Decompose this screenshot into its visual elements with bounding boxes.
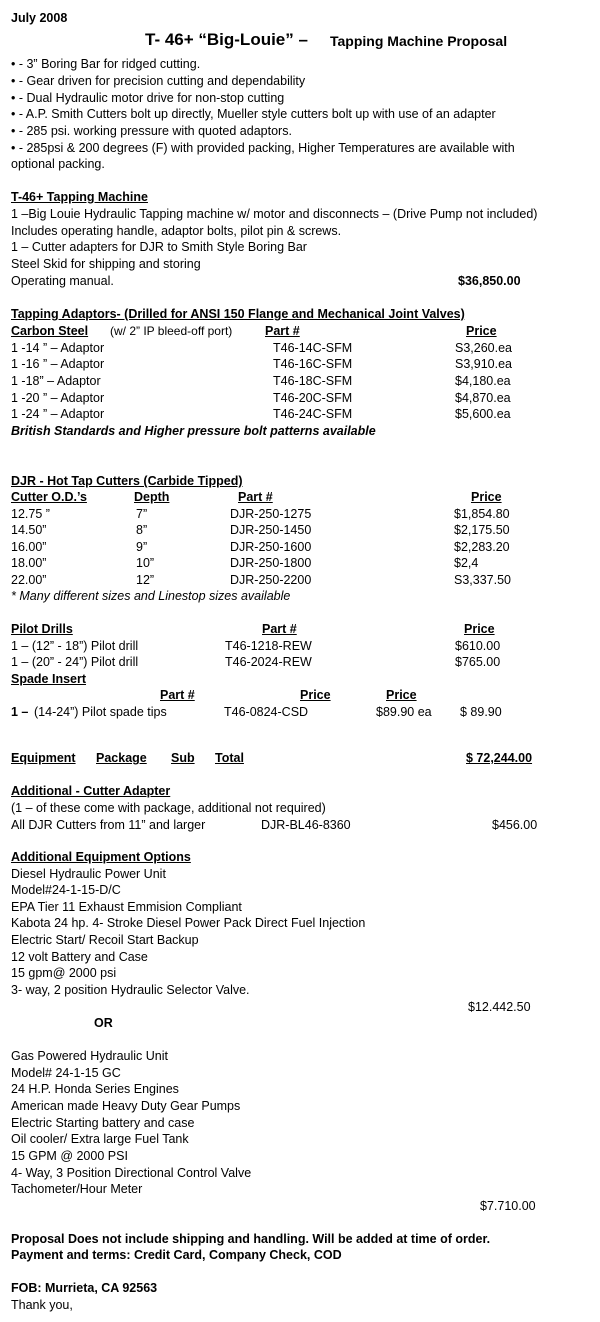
bullet-item: • - 285psi & 200 degrees (F) with provided packing, Higher Temperatures are available with <box>11 141 515 155</box>
cutter-part: DJR-250-1275 <box>230 507 312 521</box>
pilot-part: T46-1218-REW <box>225 639 312 653</box>
adapter-note: (1 – of these come with package, additional not required) <box>11 801 326 815</box>
cutter-depth: 12” <box>136 573 155 587</box>
adaptor-desc: 1 -20 ” – Adaptor <box>11 391 105 405</box>
adaptors-col-note: (w/ 2” IP bleed-off port) <box>110 324 233 338</box>
subtotal-label: Equipment <box>11 751 76 765</box>
adaptor-price: S3,260.ea <box>455 341 512 355</box>
gas-price: $7.710.00 <box>480 1199 536 1213</box>
adaptor-price: $5,600.ea <box>455 407 511 421</box>
diesel-line: 3- way, 2 position Hydraulic Selector Valve. <box>11 983 250 997</box>
gas-line: Electric Starting battery and case <box>11 1116 195 1130</box>
spade-heading: Spade Insert <box>11 672 87 686</box>
adaptors-heading: Tapping Adaptors- (Drilled for ANSI 150 Flange and Mechanical Joint Valves) <box>11 307 465 321</box>
cutters-heading: DJR - Hot Tap Cutters (Carbide Tipped) <box>11 474 243 488</box>
adaptor-desc: 1 -16 ” – Adaptor <box>11 357 105 371</box>
diesel-line: 12 volt Battery and Case <box>11 950 148 964</box>
diesel-price: $12.442.50 <box>468 1000 531 1014</box>
cutter-od: 18.00” <box>11 556 47 570</box>
gas-line: Model# 24-1-15 GC <box>11 1066 121 1080</box>
spade-price: $89.90 ea <box>376 705 432 719</box>
cutters-note: * Many different sizes and Linestop sizes available <box>11 589 291 603</box>
cutter-price: S3,337.50 <box>454 573 511 587</box>
cutter-part: DJR-250-1800 <box>230 556 312 570</box>
adaptor-desc: 1 -24 ” – Adaptor <box>11 407 105 421</box>
cutter-od: 16.00” <box>11 540 47 554</box>
cutters-col-part: Part # <box>238 490 273 504</box>
pilot-part: T46-2024-REW <box>225 655 312 669</box>
diesel-line: Diesel Hydraulic Power Unit <box>11 867 166 881</box>
cutter-part: DJR-250-2200 <box>230 573 312 587</box>
spade-col-part: Part # <box>160 688 195 702</box>
pilot-price: $765.00 <box>455 655 501 669</box>
footer-payment: Payment and terms: Credit Card, Company Check, COD <box>11 1248 342 1262</box>
adaptor-part: T46-24C-SFM <box>273 407 353 421</box>
page-title: T- 46+ “Big-Louie” – <box>145 30 308 49</box>
subtotal-label: Sub <box>171 751 195 765</box>
gas-line: American made Heavy Duty Gear Pumps <box>11 1099 241 1113</box>
footer-shipping: Proposal Does not include shipping and handling. Will be added at time of order. <box>11 1232 491 1246</box>
adaptor-price: S3,910.ea <box>455 357 512 371</box>
machine-line: Steel Skid for shipping and storing <box>11 257 201 271</box>
footer-thanks: Thank you, <box>11 1298 73 1312</box>
adapter-desc: All DJR Cutters from 11” and larger <box>11 818 206 832</box>
gas-line: Gas Powered Hydraulic Unit <box>11 1049 169 1063</box>
spade-desc: (14-24”) Pilot spade tips <box>34 705 167 719</box>
gas-line: 15 GPM @ 2000 PSI <box>11 1149 128 1163</box>
adaptor-part: T46-14C-SFM <box>273 341 353 355</box>
spade-col-price: Price <box>386 688 417 702</box>
cutter-part: DJR-250-1600 <box>230 540 312 554</box>
adaptor-part: T46-18C-SFM <box>273 374 353 388</box>
pilot-col-part: Part # <box>262 622 297 636</box>
adaptors-col-part: Part # <box>265 324 300 338</box>
cutter-od: 14.50” <box>11 523 47 537</box>
bullet-item: • - Gear driven for precision cutting and dependability <box>11 74 306 88</box>
machine-heading: T-46+ Tapping Machine <box>11 190 148 204</box>
adaptors-col-price: Price <box>466 324 497 338</box>
adapter-price: $456.00 <box>492 818 538 832</box>
pilot-heading: Pilot Drills <box>11 622 73 636</box>
adaptor-price: $4,870.ea <box>455 391 511 405</box>
cutter-od: 22.00” <box>11 573 47 587</box>
gas-line: 4- Way, 3 Position Directional Control Valve <box>11 1166 252 1180</box>
adaptor-desc: 1 -18” – Adaptor <box>11 374 101 388</box>
cutter-od: 12.75 ” <box>11 507 50 521</box>
cutter-depth: 7” <box>136 507 148 521</box>
machine-line: Includes operating handle, adaptor bolts, pilot pin & screws. <box>11 224 342 238</box>
spade-qty: 1 – <box>11 705 29 719</box>
adaptor-desc: 1 -14 ” – Adaptor <box>11 341 105 355</box>
machine-line: Operating manual. <box>11 274 114 288</box>
cutter-price: $2,175.50 <box>454 523 510 537</box>
adapter-heading: Additional - Cutter Adapter <box>11 784 171 798</box>
cutters-col-depth: Depth <box>134 490 170 504</box>
pilot-price: $610.00 <box>455 639 501 653</box>
diesel-line: Kabota 24 hp. 4- Stroke Diesel Power Pack Direct Fuel Injection <box>11 916 366 930</box>
gas-line: Tachometer/Hour Meter <box>11 1182 143 1196</box>
cutter-price: $2,4 <box>454 556 479 570</box>
adaptor-part: T46-20C-SFM <box>273 391 353 405</box>
bullet-item: • - 3” Boring Bar for ridged cutting. <box>11 57 201 71</box>
adaptor-price: $4,180.ea <box>455 374 511 388</box>
options-heading: Additional Equipment Options <box>11 850 191 864</box>
adaptor-part: T46-16C-SFM <box>273 357 353 371</box>
machine-price: $36,850.00 <box>458 274 521 288</box>
spade-col-price: Price <box>300 688 331 702</box>
cutter-depth: 8” <box>136 523 148 537</box>
adaptors-col-material: Carbon Steel <box>11 324 89 338</box>
pilot-col-price: Price <box>464 622 495 636</box>
bullet-item: optional packing. <box>11 157 105 171</box>
subtotal-value: $ 72,244.00 <box>466 751 533 765</box>
machine-line: 1 – Cutter adapters for DJR to Smith Style Boring Bar <box>11 240 307 254</box>
subtotal-label: Package <box>96 751 147 765</box>
bullet-item: • - 285 psi. working pressure with quoted adaptors. <box>11 124 292 138</box>
spade-price-total: $ 89.90 <box>460 705 502 719</box>
machine-line: 1 –Big Louie Hydraulic Tapping machine w/ motor and disconnects – (Drive Pump not included) <box>11 207 538 221</box>
diesel-line: 15 gpm@ 2000 psi <box>11 966 117 980</box>
subtotal-label: Total <box>215 751 244 765</box>
options-or: OR <box>94 1016 113 1030</box>
bullet-item: • - A.P. Smith Cutters bolt up directly, Mueller style cutters bolt up with use of an adapter <box>11 107 496 121</box>
cutter-depth: 10” <box>136 556 155 570</box>
diesel-line: Model#24-1-15-D/C <box>11 883 121 897</box>
adapter-part: DJR-BL46-8360 <box>261 818 351 832</box>
page-subtitle: Tapping Machine Proposal <box>330 33 508 49</box>
pilot-desc: 1 – (12” - 18”) Pilot drill <box>11 639 139 653</box>
cutters-col-price: Price <box>471 490 502 504</box>
bullet-item: • - Dual Hydraulic motor drive for non-stop cutting <box>11 91 285 105</box>
pilot-desc: 1 – (20” - 24”) Pilot drill <box>11 655 139 669</box>
gas-line: Oil cooler/ Extra large Fuel Tank <box>11 1132 189 1146</box>
adaptors-note: British Standards and Higher pressure bolt patterns available <box>11 424 376 438</box>
cutter-depth: 9” <box>136 540 148 554</box>
spade-part: T46-0824-CSD <box>224 705 309 719</box>
date: July 2008 <box>11 11 68 25</box>
footer-fob: FOB: Murrieta, CA 92563 <box>11 1281 158 1295</box>
cutter-price: $2,283.20 <box>454 540 510 554</box>
diesel-line: Electric Start/ Recoil Start Backup <box>11 933 199 947</box>
cutter-price: $1,854.80 <box>454 507 510 521</box>
gas-line: 24 H.P. Honda Series Engines <box>11 1082 179 1096</box>
diesel-line: EPA Tier 11 Exhaust Emmision Compliant <box>11 900 242 914</box>
cutters-col-od: Cutter O.D.’s <box>11 490 87 504</box>
cutter-part: DJR-250-1450 <box>230 523 312 537</box>
